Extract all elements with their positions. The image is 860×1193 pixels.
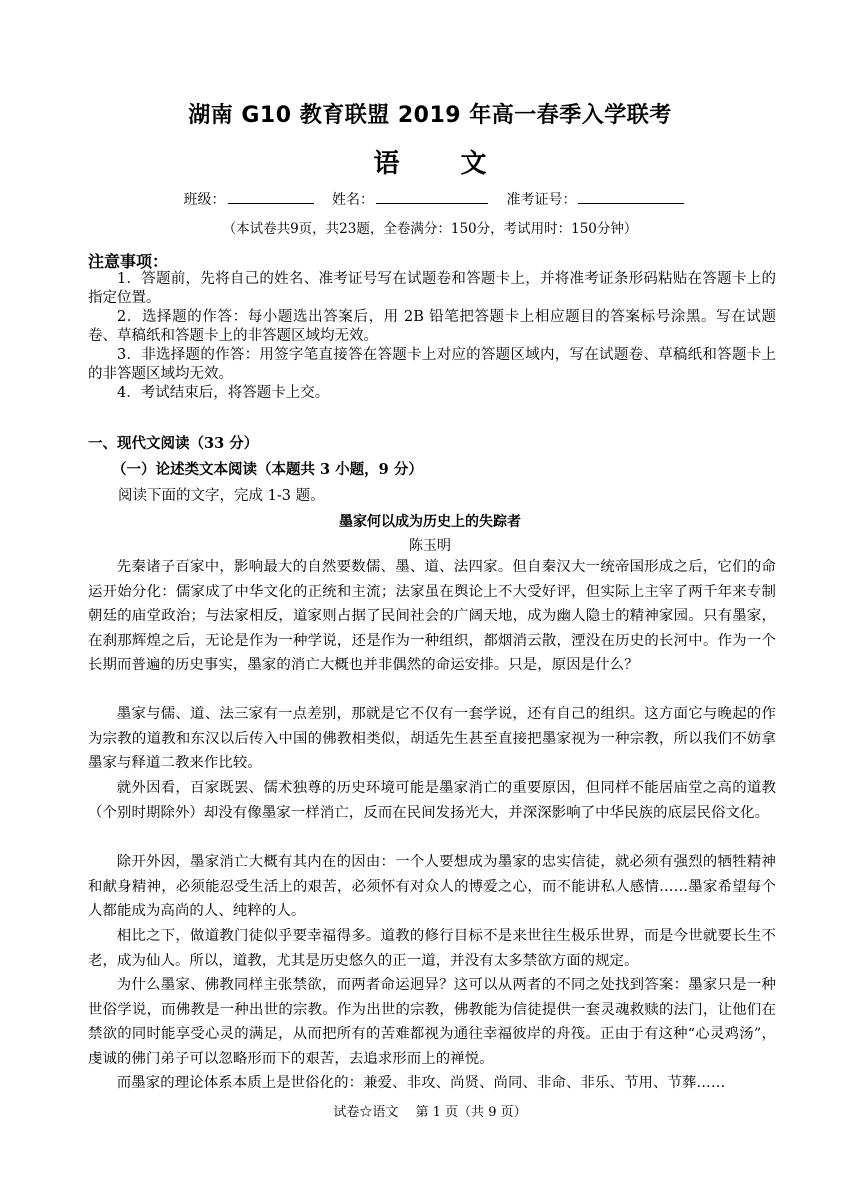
article-paragraph-4: 除开外因，墨家消亡大概有其内在的因由：一个人要想成为墨家的忠实信徒，就必须有强烈的牺牲精神和献身精神，必须能忍受生活上的艰苦，必须怀有对众人的博爱之心，而不能讲私人感情……墨家希望每个人都能成为高尚的人、纯粹的人。 [88, 854, 776, 919]
article-author: 陈玉明 [409, 538, 451, 554]
reading-instruction: 阅读下面的文字，完成 1-3 题。 [118, 488, 325, 504]
exam-number-label: 准考证号： [506, 192, 577, 208]
notice-item-1: 1．答题前，先将自己的姓名、准考证号写在试题卷和答题卡上，并将准考证条形码粘贴在答题卡上的指定位置。 [88, 271, 776, 306]
article-paragraph-2: 墨家与儒、道、法三家有一点差别，那就是它不仅有一套学说，还有自己的组织。这方面它与晚起的作为宗教的道教和东汉以后传入中国的佛教相类似，胡适先生甚至直接把墨家视为一种宗教，所以我们不妨拿墨家与释道二教来作比较。 [88, 706, 776, 771]
page-footer: 试卷☆语文 第 1 页（共 9 页） [333, 1105, 527, 1120]
article-paragraph-7: 而墨家的理论体系本质上是世俗化的：兼爱、非攻、尚贤、尚同、非命、非乐、节用、节葬…… [116, 1075, 726, 1091]
exam-number-blank[interactable] [578, 189, 684, 204]
article-paragraph-1: 先秦诸子百家中，影响最大的自然要数儒、墨、道、法四家。但自秦汉大一统帝国形成之后，它们的命运开始分化：儒家成了中华文化的正统和主流；法家虽在舆论上不大受好评，但实际上主宰了两千年来专制朝廷的庙堂政治；与法家相反，道家则占据了民间社会的广阔天地，成为幽人隐士的精神家园。只有墨家，在刹那辉煌之后，无论是作为一种学说，还是作为一种组织，都烟消云散，湮没在历史的长河中。作为一个长期而普遍的历史事实，墨家的消亡大概也并非偶然的命运安排。只是，原因是什么？ [88, 559, 776, 673]
name-label: 姓名： [332, 192, 374, 208]
article-paragraph-6: 为什么墨家、佛教同样主张禁欲，而两者命运迥异？这可以从两者的不同之处找到答案：墨家只是一种世俗学说，而佛教是一种出世的宗教。作为出世的宗教，佛教能为信徒提供一套灵魂救赎的法门，让他们在禁欲的同时能享受心灵的满足，从而把所有的苦难都视为通往幸福彼岸的舟筏。正由于有这种“心灵鸡汤”，虔诚的佛门弟子可以忽略形而下的艰苦，去追求形而上的禅悦。 [88, 977, 776, 1067]
section-heading: 一、现代文阅读（33 分） [88, 435, 259, 452]
subsection-heading: （一）论述类文本阅读（本题共 3 小题，9 分） [112, 461, 423, 478]
notice-heading: 注意事项： [88, 252, 169, 271]
exam-info: （本试卷共9页，共23题，全卷满分：150分，考试用时：150分钟） [222, 221, 638, 237]
article-title: 墨家何以成为历史上的失踪者 [339, 514, 521, 530]
exam-title: 湖南 G10 教育联盟 2019 年高一春季入学联考 [188, 103, 672, 128]
subject-title: 语 文 [373, 149, 513, 179]
name-blank[interactable] [376, 189, 488, 204]
class-label: 班级： [183, 192, 226, 208]
article-paragraph-5: 相比之下，做道教门徒似乎要幸福得多。道教的修行目标不是来世往生极乐世界，而是今世就要长生不老，成为仙人。所以，道教，尤其是历史悠久的正一道，并没有太多禁欲方面的规定。 [88, 928, 776, 969]
student-info-fields [0, 189, 860, 209]
article-paragraph-3: 就外因看，百家既罢、儒术独尊的历史环境可能是墨家消亡的重要原因，但同样不能居庙堂之高的道教（个别时期除外）却没有像墨家一样消亡，反而在民间发扬光大，并深深影响了中华民族的底层民俗文化。 [88, 780, 776, 821]
notice-item-2: 2．选择题的作答：每小题选出答案后，用 2B 铅笔把答题卡上相应题目的答案标号涂黑。写在试题卷、草稿纸和答题卡上的非答题区域均无效。 [88, 309, 776, 344]
notice-item-4: 4．考试结束后，将答题卡上交。 [117, 385, 330, 401]
notice-item-3: 3．非选择题的作答：用签字笔直接答在答题卡上对应的答题区域内，写在试题卷、草稿纸和答题卡上的非答题区域均无效。 [88, 347, 776, 382]
class-blank[interactable] [228, 189, 314, 204]
